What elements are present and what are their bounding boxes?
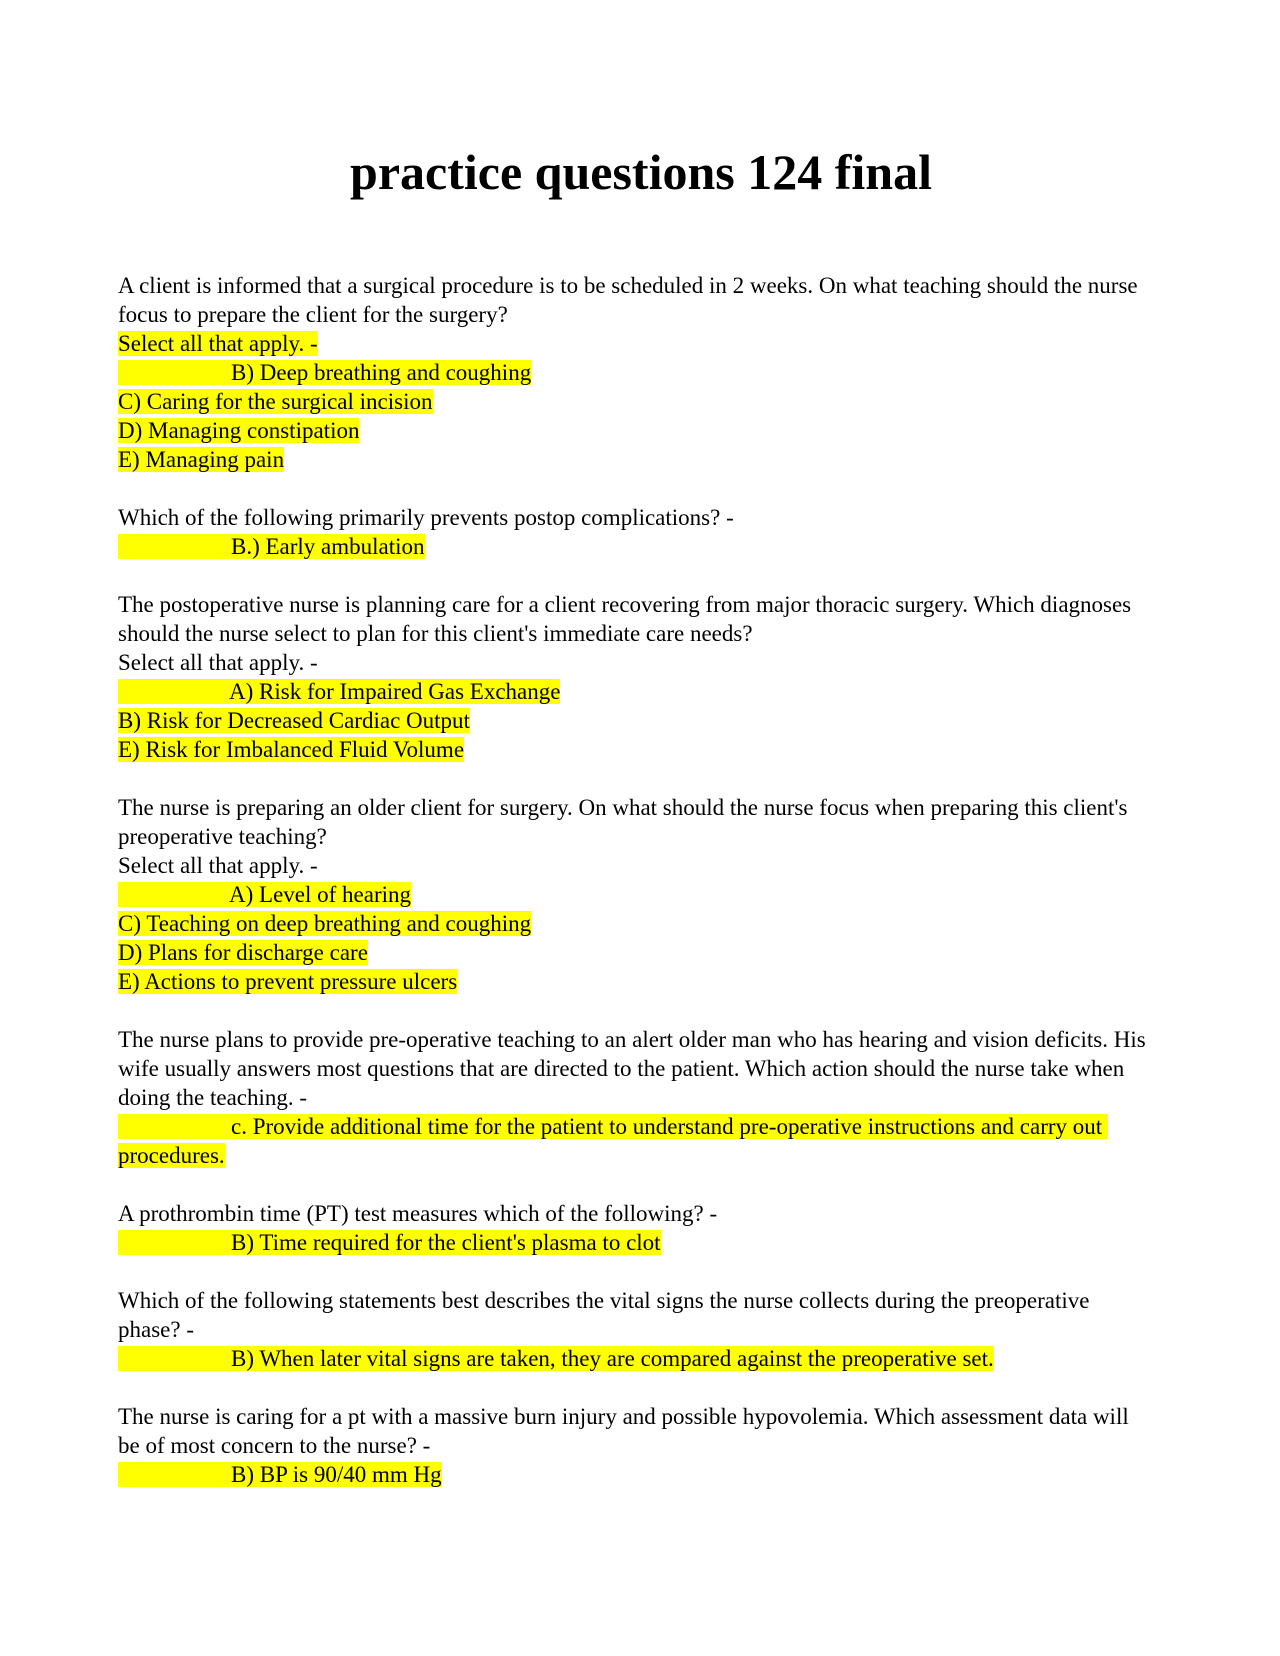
answer-option: B.) Early ambulation [231, 534, 425, 559]
question-block-1 [118, 271, 1150, 474]
document-body [118, 271, 1150, 1518]
question-text: Which of the following primarily prevents postop complications? - [118, 505, 734, 530]
question-text: Which of the following statements best describes the vital signs the nurse collects during the preoperative phase? - [118, 1288, 1096, 1342]
question-text: The nurse is caring for a pt with a massive burn injury and possible hypovolemia. Which assessment data will be of most concern to the nurse? - [118, 1404, 1135, 1458]
question-block-7 [118, 1286, 1150, 1373]
question-block-6 [118, 1199, 1150, 1257]
answer-option: B) Time required for the client's plasma to clot [231, 1230, 661, 1255]
answer-option: D) Plans for discharge care [118, 940, 368, 965]
question-block-2 [118, 503, 1150, 561]
answer-option: B) When later vital signs are taken, they are compared against the preoperative set. [231, 1346, 994, 1371]
question-text: A client is informed that a surgical procedure is to be scheduled in 2 weeks. On what teaching should the nurse focus to prepare the client for the surgery? [118, 273, 1144, 327]
select-all-instruction: Select all that apply. - [118, 331, 318, 356]
answer-option: B) Deep breathing and coughing [231, 360, 532, 385]
question-text: The postoperative nurse is planning care for a client recovering from major thoracic surgery. Which diagnoses should the nurse select to plan for this client's immediate care needs? [118, 592, 1137, 646]
select-all-instruction: Select all that apply. - [118, 853, 318, 878]
question-block-4 [118, 793, 1150, 996]
answer-option: E) Managing pain [118, 447, 285, 472]
answer-option: B) BP is 90/40 mm Hg [231, 1462, 442, 1487]
answer-option: C) Caring for the surgical incision [118, 389, 433, 414]
answer-option: E) Risk for Imbalanced Fluid Volume [118, 737, 465, 762]
answer-option: D) Managing constipation [118, 418, 360, 443]
answer-option: C) Teaching on deep breathing and coughing [118, 911, 532, 936]
question-block-3 [118, 590, 1150, 764]
question-text: The nurse plans to provide pre-operative teaching to an alert older man who has hearing and vision deficits. His wife usually answers most questions that are directed to the patient. Which action should the nurse take when doing the teaching. - [118, 1027, 1152, 1110]
answer-option: A) Level of hearing [229, 882, 412, 907]
answer-option: E) Actions to prevent pressure ulcers [118, 969, 458, 994]
question-block-5 [118, 1025, 1150, 1170]
question-text: The nurse is preparing an older client for surgery. On what should the nurse focus when preparing this client's preoperative teaching? [118, 795, 1134, 849]
question-text: A prothrombin time (PT) test measures which of the following? - [118, 1201, 718, 1226]
question-block-8 [118, 1402, 1150, 1489]
answer-option: c. Provide additional time for the patient to understand pre-operative instructions and carry out procedures. [118, 1114, 1108, 1168]
answer-option: A) Risk for Impaired Gas Exchange [229, 679, 561, 704]
answer-option: B) Risk for Decreased Cardiac Output [118, 708, 470, 733]
select-all-instruction: Select all that apply. - [118, 650, 318, 675]
document-title: practice questions 124 final [350, 144, 932, 200]
